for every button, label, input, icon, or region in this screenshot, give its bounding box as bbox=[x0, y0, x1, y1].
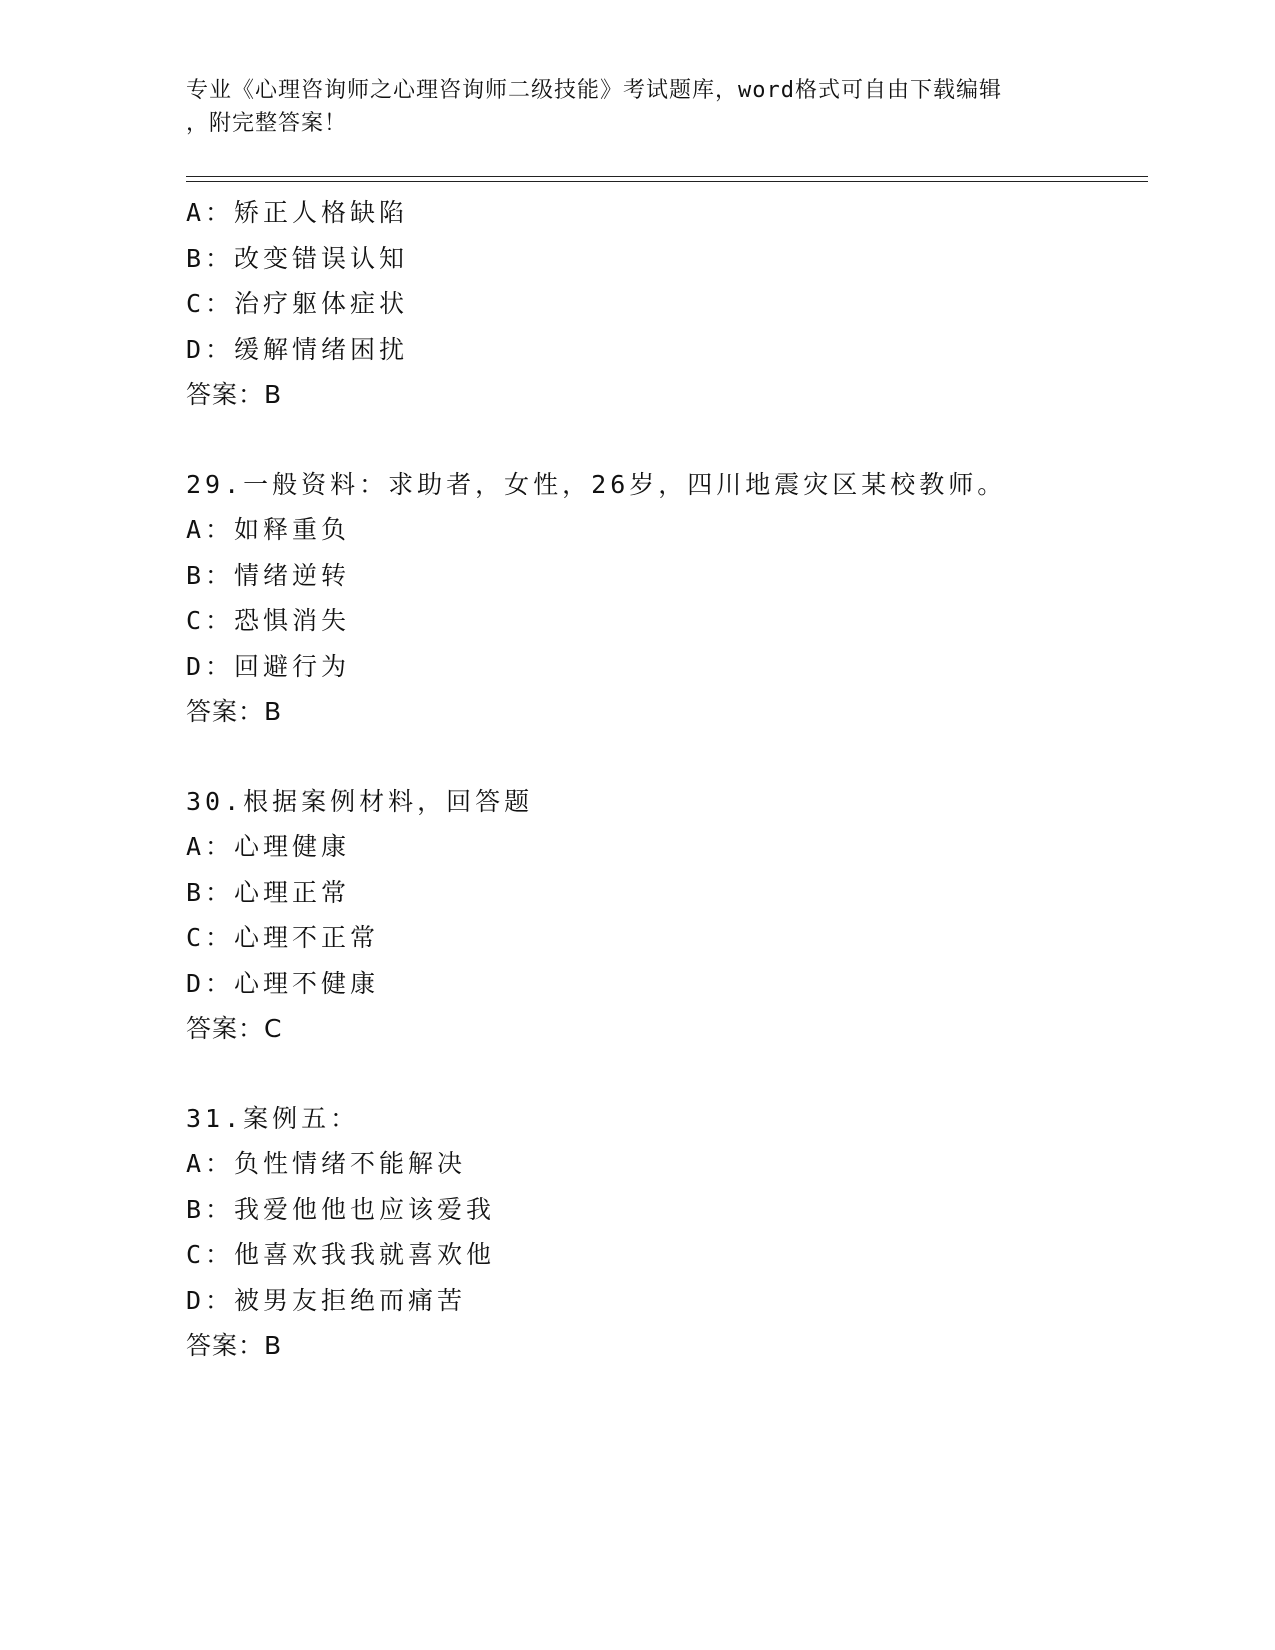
block-spacer bbox=[186, 418, 1146, 462]
option-b: B：心理正常 bbox=[186, 877, 351, 907]
question-stem: 29.一般资料：求助者，女性，26岁，四川地震灾区某校教师。 bbox=[186, 469, 1007, 499]
answer: 答案：B bbox=[186, 697, 283, 726]
option-b: B：改变错误认知 bbox=[186, 243, 409, 273]
answer: 答案：B bbox=[186, 380, 283, 409]
option-a: A：如释重负 bbox=[186, 515, 351, 544]
option-a: A：矫正人格缺陷 bbox=[186, 198, 409, 227]
block-spacer bbox=[186, 1052, 1146, 1096]
option-a: A：心理健康 bbox=[186, 832, 351, 861]
answer: 答案：C bbox=[186, 1014, 283, 1043]
option-c: C：他喜欢我我就喜欢他 bbox=[186, 1240, 496, 1269]
question-stem: 30.根据案例材料，回答题 bbox=[186, 786, 534, 816]
option-b: B：情绪逆转 bbox=[186, 560, 351, 590]
header-line-1: 专业《心理咨询师之心理咨询师二级技能》考试题库，word格式可自由下载编辑 bbox=[186, 78, 1002, 103]
option-a: A：负性情绪不能解决 bbox=[186, 1149, 467, 1178]
question-block bbox=[186, 462, 1146, 735]
option-c: C：心理不正常 bbox=[186, 923, 380, 952]
option-b: B：我爱他他也应该爱我 bbox=[186, 1194, 496, 1224]
block-spacer bbox=[186, 735, 1146, 779]
question-block bbox=[186, 1096, 1146, 1369]
option-d: D：缓解情绪困扰 bbox=[186, 334, 409, 364]
option-d: D：被男友拒绝而痛苦 bbox=[186, 1285, 467, 1315]
header-line-2: ，附完整答案！ bbox=[186, 111, 348, 136]
question-block bbox=[186, 779, 1146, 1052]
answer: 答案：B bbox=[186, 1331, 283, 1360]
question-list bbox=[186, 190, 1146, 1369]
header-divider-bottom bbox=[186, 181, 1148, 182]
option-c: C：治疗躯体症状 bbox=[186, 289, 409, 318]
document-header bbox=[186, 74, 1066, 140]
option-d: D：心理不健康 bbox=[186, 968, 380, 998]
question-stem: 31.案例五： bbox=[186, 1103, 360, 1133]
header-divider-top bbox=[186, 176, 1148, 177]
question-block bbox=[186, 190, 1146, 418]
option-d: D：回避行为 bbox=[186, 651, 351, 681]
option-c: C：恐惧消失 bbox=[186, 606, 351, 635]
